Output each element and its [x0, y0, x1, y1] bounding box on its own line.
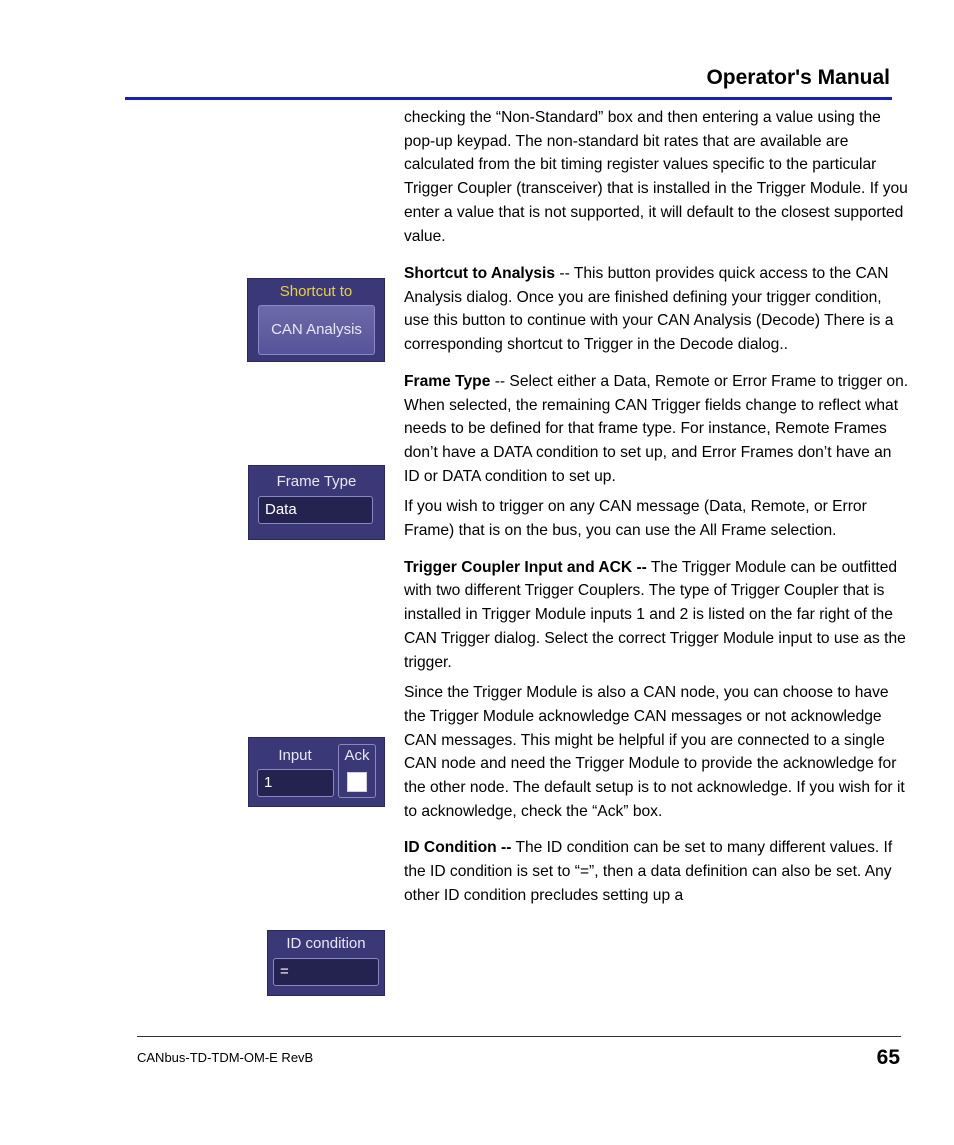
- input-select[interactable]: 1: [257, 769, 334, 797]
- term-coupler: Trigger Coupler Input and ACK --: [404, 558, 647, 576]
- input-ack-widget: [248, 737, 385, 807]
- ack-group: [338, 744, 376, 798]
- paragraph-bit-rate: checking the “Non-Standard” box and then entering a value using the pop-up keypad. The non-standard bit rates that are available are calculated from the bit timing register values specific to the particular Trigger Coupler (transceiver) that is installed in the Trigger Module. If you enter a value that is not supported, it will default to the closest supported value.: [404, 109, 908, 245]
- page-number: 65: [876, 1046, 900, 1069]
- footer-doc-id: CANbus-TD-TDM-OM-E RevB: [137, 1050, 314, 1065]
- ack-checkbox[interactable]: [347, 772, 367, 792]
- id-condition-select[interactable]: =: [273, 958, 379, 986]
- term-id-condition: ID Condition --: [404, 839, 512, 857]
- term-shortcut: Shortcut to Analysis: [404, 265, 556, 282]
- input-label: Input: [278, 747, 312, 764]
- desc-shortcut: -- This button provides quick access to the CAN Analysis dialog. Once you are finished defining your trigger condition, use this button to continue with your CAN Analysis (Decode) There is a corresponding shortcut to Trigger in the Decode dialog..: [404, 265, 894, 354]
- frame-type-widget: [248, 465, 385, 540]
- paragraph-coupler-2: Since the Trigger Module is also a CAN node, you can choose to have the Trigger Module acknowledge CAN messages or not acknowledge CAN messages. This might be helpful if you are connected to a single CAN node and need the Trigger Module to provide the acknowledge for the other node. The default setup is to not acknowledge. If you wish for it to acknowledge, check the “Ack” box.: [404, 684, 905, 820]
- header-rule: [125, 97, 892, 100]
- ack-label: Ack: [344, 747, 370, 764]
- term-frame-type: Frame Type: [404, 372, 491, 390]
- paragraph-frame-type-2: If you wish to trigger on any CAN message (Data, Remote, or Error Frame) that is on the bus, you can use the All Frame selection.: [404, 498, 867, 540]
- shortcut-widget: [247, 278, 385, 362]
- id-condition-label: ID condition: [286, 935, 366, 952]
- page-header-title: Operator's Manual: [706, 66, 890, 89]
- paragraph-id-condition: [404, 836, 909, 907]
- desc-id-condition: The ID condition can be set to many different values. If the ID condition is set to “=”, then a data definition can also be set. Any other ID condition precludes setting up a: [404, 839, 893, 904]
- paragraph-frame-type: [404, 370, 909, 489]
- body-text-block-2: [404, 262, 909, 921]
- desc-frame-type: -- Select either a Data, Remote or Error Frame to trigger on. When selected, the remaining CAN Trigger fields change to reflect what needs to be defined for that frame type. For instance, Remote Frames don’t have a DATA condition to set up, and Error Frames don’t have an ID or DATA condition to set up.: [404, 372, 909, 485]
- desc-coupler: The Trigger Module can be outfitted with two different Trigger Couplers. The type of Trigger Coupler that is installed in Trigger Module inputs 1 and 2 is listed on the far right of the CAN Trigger dialog. Select the correct Trigger Module input to use as the trigger.: [404, 558, 906, 671]
- paragraph-shortcut: [404, 262, 909, 357]
- frame-type-select[interactable]: Data: [258, 496, 373, 524]
- footer-rule: [137, 1036, 901, 1037]
- paragraph-coupler: [404, 556, 909, 675]
- can-analysis-button[interactable]: CAN Analysis: [258, 305, 375, 355]
- body-text-block-1: [404, 106, 909, 261]
- frame-type-label: Frame Type: [276, 473, 357, 490]
- shortcut-label: Shortcut to: [279, 283, 353, 300]
- id-condition-widget: [267, 930, 385, 996]
